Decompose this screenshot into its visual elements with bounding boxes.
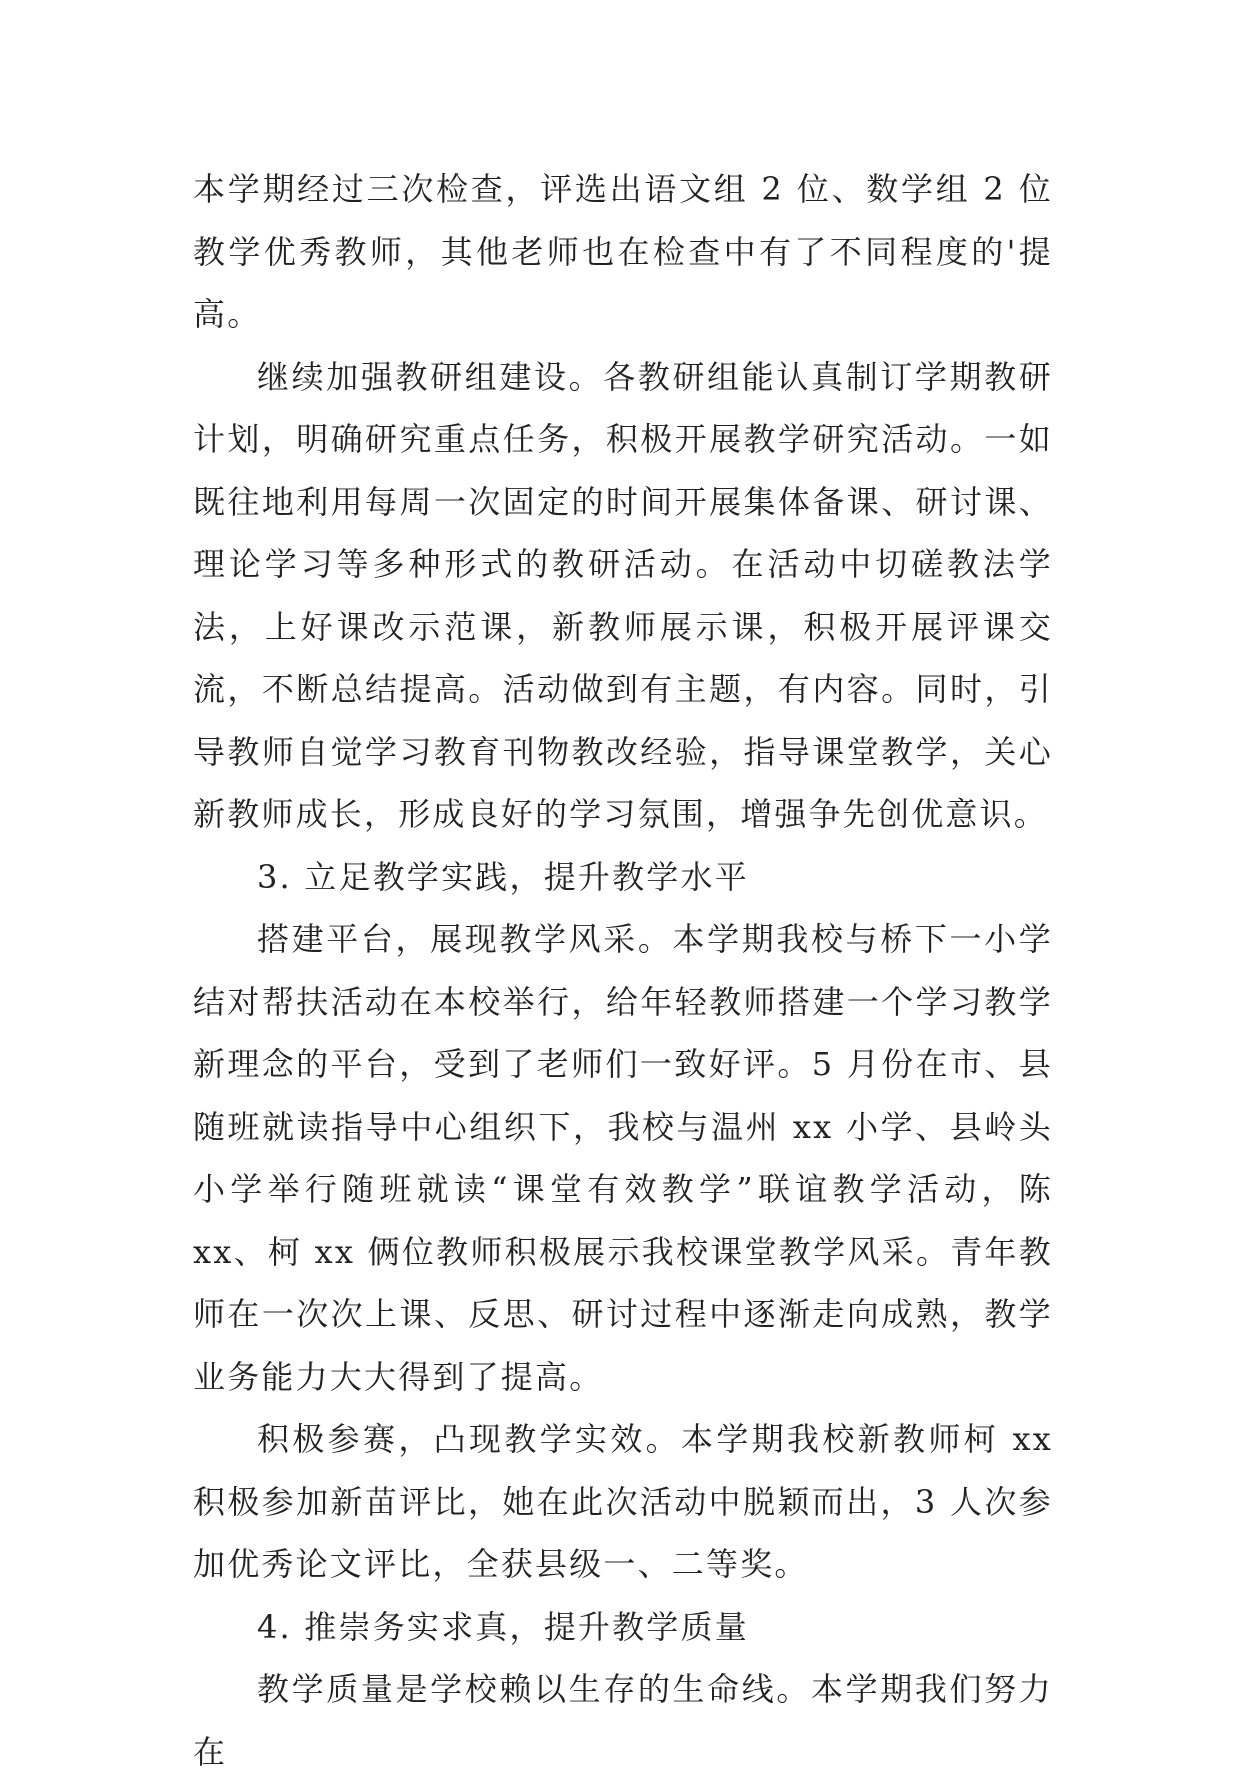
section-heading-3: 3. 立足教学实践，提升教学水平 [257,857,749,896]
paragraph-inspection-result: 本学期经过三次检查，评选出语文组 2 位、数学组 2 位教学优秀教师，其他老师也在检查中有了不同程度的'提高。 [193,170,1053,333]
paragraph-competitions: 积极参赛，凸现教学实效。本学期我校新教师柯 xx 积极参加新苗评比，她在此次活动中脱颖而出，3 人次参加优秀论文评比，全获县级一、二等奖。 [193,1420,1053,1583]
document-page [193,158,1053,1783]
paragraph-teaching-quality: 教学质量是学校赖以生存的生命线。本学期我们努力在 [193,1670,1053,1771]
paragraph-research-group: 继续加强教研组建设。各教研组能认真制订学期教研计划，明确研究重点任务，积极开展教学研究活动。一如既往地利用每周一次固定的时间开展集体备课、研讨课、理论学习等多种形式的教研活动。在活动中切磋教法学法，上好课改示范课，新教师展示课，积极开展评课交流，不断总结提高。活动做到有主题，有内容。同时，引导教师自觉学习教育刊物教改经验，指导课堂教学，关心新教师成长，形成良好的学习氛围，增强争先创优意识。 [193,357,1053,833]
paragraph-teaching-platform: 搭建平台，展现教学风采。本学期我校与桥下一小学结对帮扶活动在本校举行，给年轻教师搭建一个学习教学新理念的平台，受到了老师们一致好评。5 月份在市、县随班就读指导中心组织下，我校与温州 xx 小学、县岭头小学举行随班就读“课堂有效教学”联谊教学活动，陈 xx、柯 xx 俩位教师积极展示我校课堂教学风采。青年教师在一次次上课、反思、研讨过程中逐渐走向成熟，教学业务能力大大得到了提高。 [193,920,1053,1396]
section-heading-4: 4. 推崇务实求真，提升教学质量 [257,1607,749,1646]
